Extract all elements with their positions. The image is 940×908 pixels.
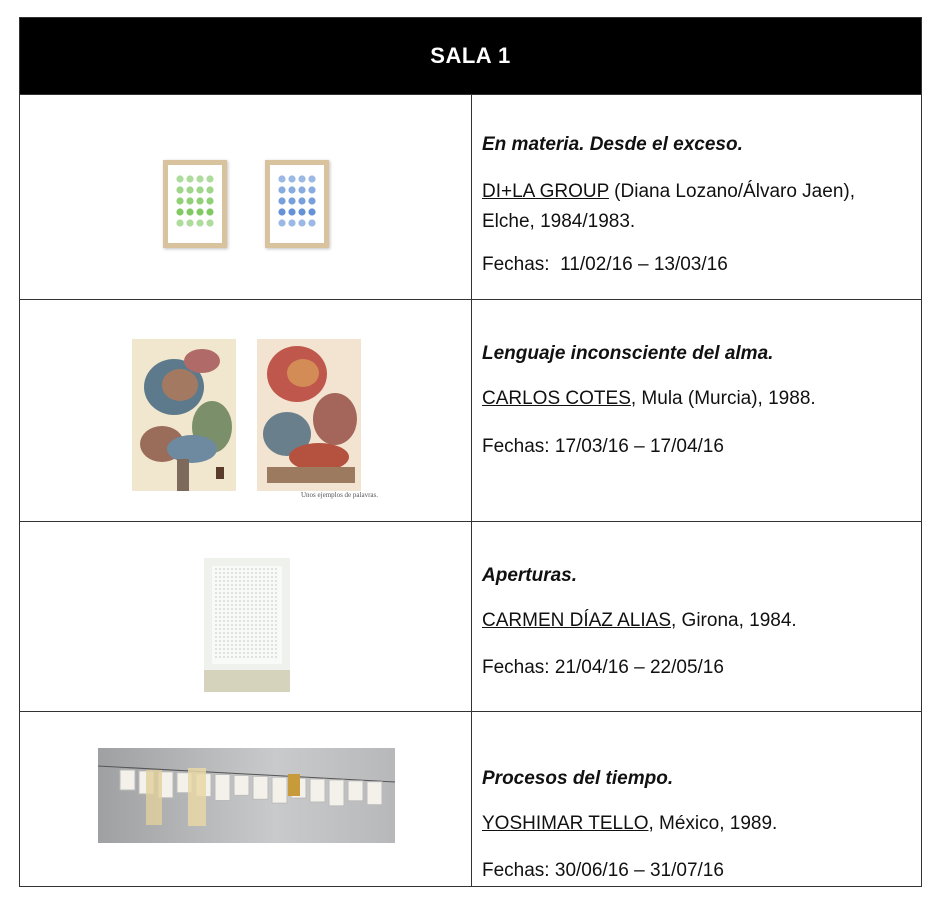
dot xyxy=(278,175,285,182)
dates-line xyxy=(482,657,724,679)
artist-details: , México, 1989. xyxy=(648,813,778,834)
table-row xyxy=(20,94,921,299)
dot xyxy=(176,175,183,182)
dot xyxy=(278,219,285,226)
hanging-paper xyxy=(329,780,344,806)
hanging-paper xyxy=(348,781,363,801)
dot xyxy=(298,219,305,226)
dot xyxy=(206,186,213,193)
exhibition-info xyxy=(472,300,921,521)
framed-print-blue xyxy=(265,160,329,248)
exhibition-table xyxy=(19,17,922,887)
dates-label: Fechas: xyxy=(482,860,550,881)
table-row xyxy=(20,299,921,521)
dates-line xyxy=(482,436,724,458)
dates-value: 30/06/16 – 31/07/16 xyxy=(554,860,724,881)
dot xyxy=(278,186,285,193)
exhibition-title: En materia. Desde el exceso. xyxy=(482,134,743,155)
green-dots-grid xyxy=(168,165,222,243)
hanging-paper xyxy=(234,775,249,795)
dot xyxy=(298,197,305,204)
exhibition-info xyxy=(472,522,921,711)
dot xyxy=(196,219,203,226)
dot xyxy=(176,208,183,215)
artist-name: CARMEN DÍAZ ALIAS xyxy=(482,610,671,631)
dot xyxy=(196,197,203,204)
dot xyxy=(186,219,193,226)
hanging-paper xyxy=(253,776,268,799)
framed-print-green xyxy=(163,160,227,248)
table-row xyxy=(20,711,921,886)
table-header xyxy=(20,18,921,94)
dot xyxy=(176,219,183,226)
dot xyxy=(288,219,295,226)
dates-value: 21/04/16 – 22/05/16 xyxy=(554,657,724,678)
artist-details: , Girona, 1984. xyxy=(671,610,797,631)
artist-line xyxy=(482,177,912,237)
sala-title: SALA 1 xyxy=(430,43,511,68)
clothesline-installation-image xyxy=(98,748,395,843)
artist-name: DI+LA GROUP xyxy=(482,181,609,202)
dot xyxy=(196,186,203,193)
cactus-print-right xyxy=(257,339,361,491)
dates-value: 17/03/16 – 17/04/16 xyxy=(554,436,724,457)
dot xyxy=(206,175,213,182)
artist-details: , Mula (Murcia), 1988. xyxy=(630,388,816,409)
dates-line xyxy=(482,254,728,276)
hanging-paper xyxy=(367,782,382,805)
dot xyxy=(176,186,183,193)
dot xyxy=(308,219,315,226)
hanging-paper xyxy=(120,770,135,790)
dot xyxy=(206,219,213,226)
artist-name: YOSHIMAR TELLO xyxy=(482,813,649,834)
dot xyxy=(278,208,285,215)
exhibition-title: Aperturas. xyxy=(482,565,578,586)
dot xyxy=(288,186,295,193)
dot xyxy=(298,186,305,193)
dot xyxy=(288,175,295,182)
exhibition-info xyxy=(472,712,921,886)
dot xyxy=(278,197,285,204)
hanging-paper xyxy=(215,775,230,801)
dot xyxy=(186,186,193,193)
dot xyxy=(196,175,203,182)
dot xyxy=(308,175,315,182)
artwork-image-cell xyxy=(20,300,472,521)
dates-label: Fechas: xyxy=(482,254,550,275)
dot xyxy=(206,197,213,204)
dot xyxy=(308,186,315,193)
artwork-image-cell xyxy=(20,712,472,886)
dot xyxy=(298,175,305,182)
exhibition-info xyxy=(472,95,921,299)
dates-line xyxy=(482,860,724,882)
artist-details: (Diana Lozano/Álvaro Jaen), Elche, 1984/1983. xyxy=(482,181,855,232)
dot xyxy=(176,197,183,204)
cactus-print-left xyxy=(132,339,236,491)
dot xyxy=(196,208,203,215)
artist-line xyxy=(482,809,912,839)
dot xyxy=(308,197,315,204)
exhibition-title: Lenguaje inconsciente del alma. xyxy=(482,343,774,364)
artist-line xyxy=(482,606,912,636)
dot xyxy=(308,208,315,215)
artist-line xyxy=(482,384,912,414)
dates-label: Fechas: xyxy=(482,657,550,678)
dot xyxy=(298,208,305,215)
dot xyxy=(186,197,193,204)
dot xyxy=(186,175,193,182)
dates-label: Fechas: xyxy=(482,436,550,457)
blue-dots-grid xyxy=(270,165,324,243)
dot xyxy=(288,197,295,204)
dot xyxy=(186,208,193,215)
table-row xyxy=(20,521,921,711)
artwork-image-cell xyxy=(20,95,472,299)
artwork-image-cell xyxy=(20,522,472,711)
dot xyxy=(288,208,295,215)
dates-value: 11/02/16 – 13/03/16 xyxy=(560,254,728,275)
hanging-paper xyxy=(272,777,287,803)
dot xyxy=(206,208,213,215)
artist-name: CARLOS COTES xyxy=(482,388,631,409)
image-caption: Unos ejemplos de palavras. xyxy=(301,491,378,499)
exhibition-title: Procesos del tiempo. xyxy=(482,768,674,789)
hanging-paper xyxy=(310,779,325,802)
perforated-sheet-image xyxy=(204,558,290,692)
